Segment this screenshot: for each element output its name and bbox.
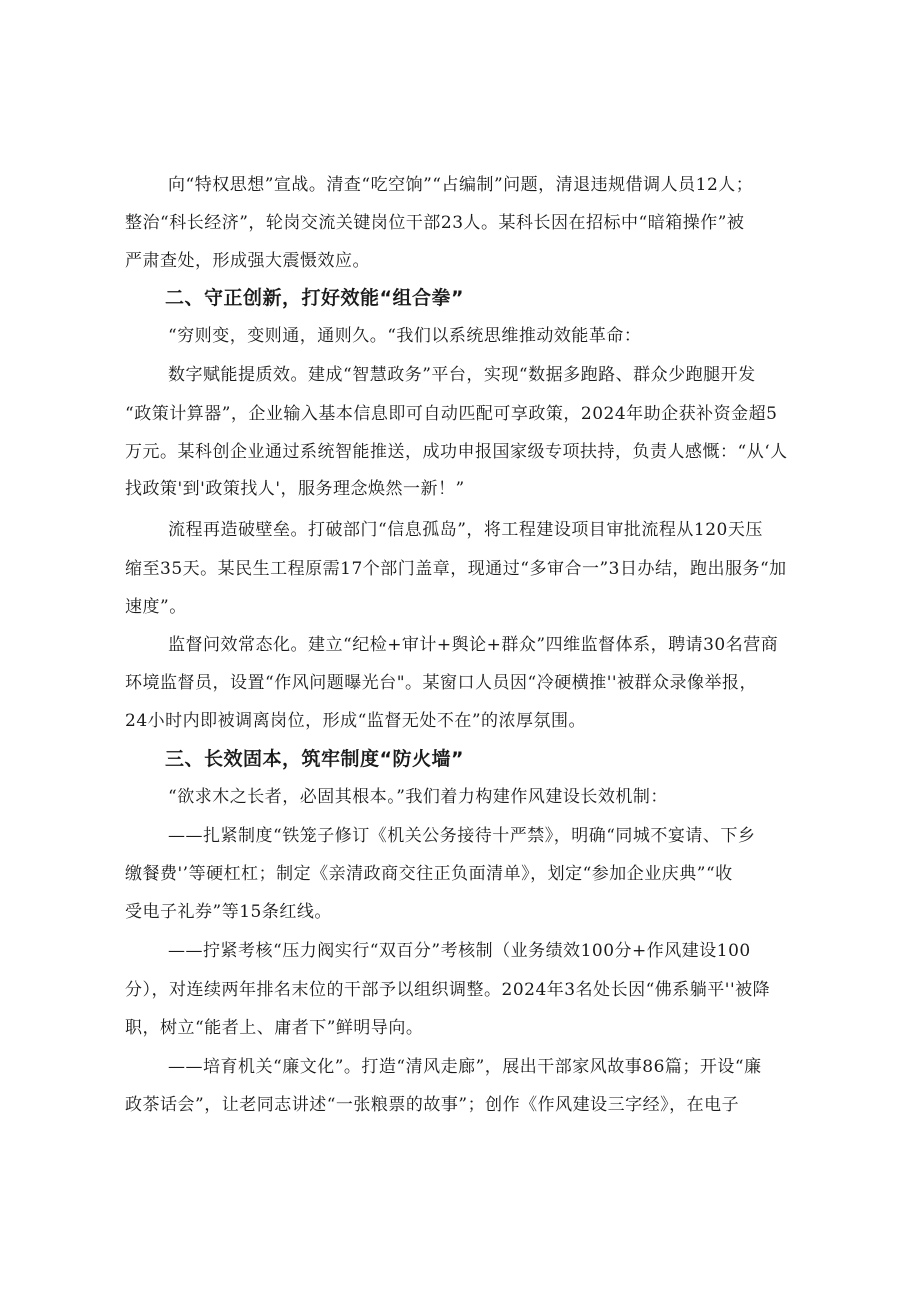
section-2-intro: “穷则变，变则通，通则久。“我们以系统思维推动效能革命： [168, 326, 642, 346]
assessment-paragraph-line-1: ——拧紧考核“压力阀实行“双百分”考核制（业务绩效100分+作风建设100 [168, 941, 751, 961]
system-paragraph-line-1: ——扎紧制度“铁笼子修订《机关公务接待十严禁》，明确“同城不宴请、下乡 [168, 826, 756, 846]
system-paragraph-line-3: 受电子礼券”等15条红线。 [125, 902, 332, 922]
assessment-paragraph-line-3: 职，树立“能者上、庸者下”鲜明导向。 [125, 1018, 424, 1038]
supervision-paragraph-line-1: 监督问效常态化。建立“纪检+审计+舆论+群众”四维监督体系，聘请30名营商 [168, 635, 779, 655]
paragraph-1-line-2: 整治“科长经济”，轮岗交流关键岗位干部23人。某科长因在招标中“暗箱操作”被 [125, 213, 745, 233]
digital-paragraph-line-2: “政策计算器”，企业输入基本信息即可自动匹配可享政策，2024年助企获补资金超5 [125, 404, 778, 424]
section-2-heading: 二、守正创新，打好效能“组合拳” [165, 287, 464, 309]
supervision-paragraph-line-2: 环境监督员，设置“作风问题曝光台"。某窗口人员因“冷硬横推''被群众录像举报， [125, 673, 758, 693]
digital-paragraph-line-1: 数字赋能提质效。建成“智慧政务”平台，实现“数据多跑路、群众少跑腿开发 [168, 365, 756, 385]
process-paragraph-line-2: 缩至35天。某民生工程原需17个部门盖章，现通过“多审合一”3日办结，跑出服务“加 [125, 559, 787, 579]
process-paragraph-line-3: 速度”。 [125, 597, 187, 617]
supervision-paragraph-line-3: 24小时内即被调离岗位，形成“监督无处不在”的浓厚氛围。 [125, 711, 587, 731]
section-3-heading: 三、长效固本，筑牢制度“防火墙” [165, 748, 464, 770]
process-paragraph-line-1: 流程再造破壁垒。打破部门“信息孤岛”，将工程建设项目审批流程从120天压 [168, 520, 763, 540]
assessment-paragraph-line-2: 分），对连续两年排名末位的干部予以组织调整。2024年3名处长因“佛系躺平''被降 [125, 980, 771, 1000]
culture-paragraph-line-1: ——培育机关“廉文化”。打造“清风走廊”，展出干部家风故事86篇；开设“廉 [168, 1057, 762, 1077]
digital-paragraph-line-3: 万元。某科创企业通过系统智能推送，成功申报国家级专项扶持，负责人感慨：“从‘人 [125, 442, 788, 462]
system-paragraph-line-2: 缴餐费'’等硬杠杠；制定《亲清政商交往正负面清单》，划定“参加企业庆典”“收 [125, 864, 733, 884]
paragraph-1-line-3: 严肃查处，形成强大震慑效应。 [125, 251, 370, 271]
section-3-intro: “欲求木之长者，必固其根本。”我们着力构建作风建设长效机制： [168, 787, 668, 807]
paragraph-1-line-1: 向“特权思想”宣战。清查“吃空饷”“占编制”问题，清退违规借调人员12人； [168, 175, 754, 195]
digital-paragraph-line-4: 找政策'到'政策找人'，服务理念焕然一新！” [125, 479, 465, 499]
culture-paragraph-line-2: 政茶话会”，让老同志讲述“一张粮票的故事”；创作《作风建设三字经》，在电子 [125, 1095, 740, 1115]
